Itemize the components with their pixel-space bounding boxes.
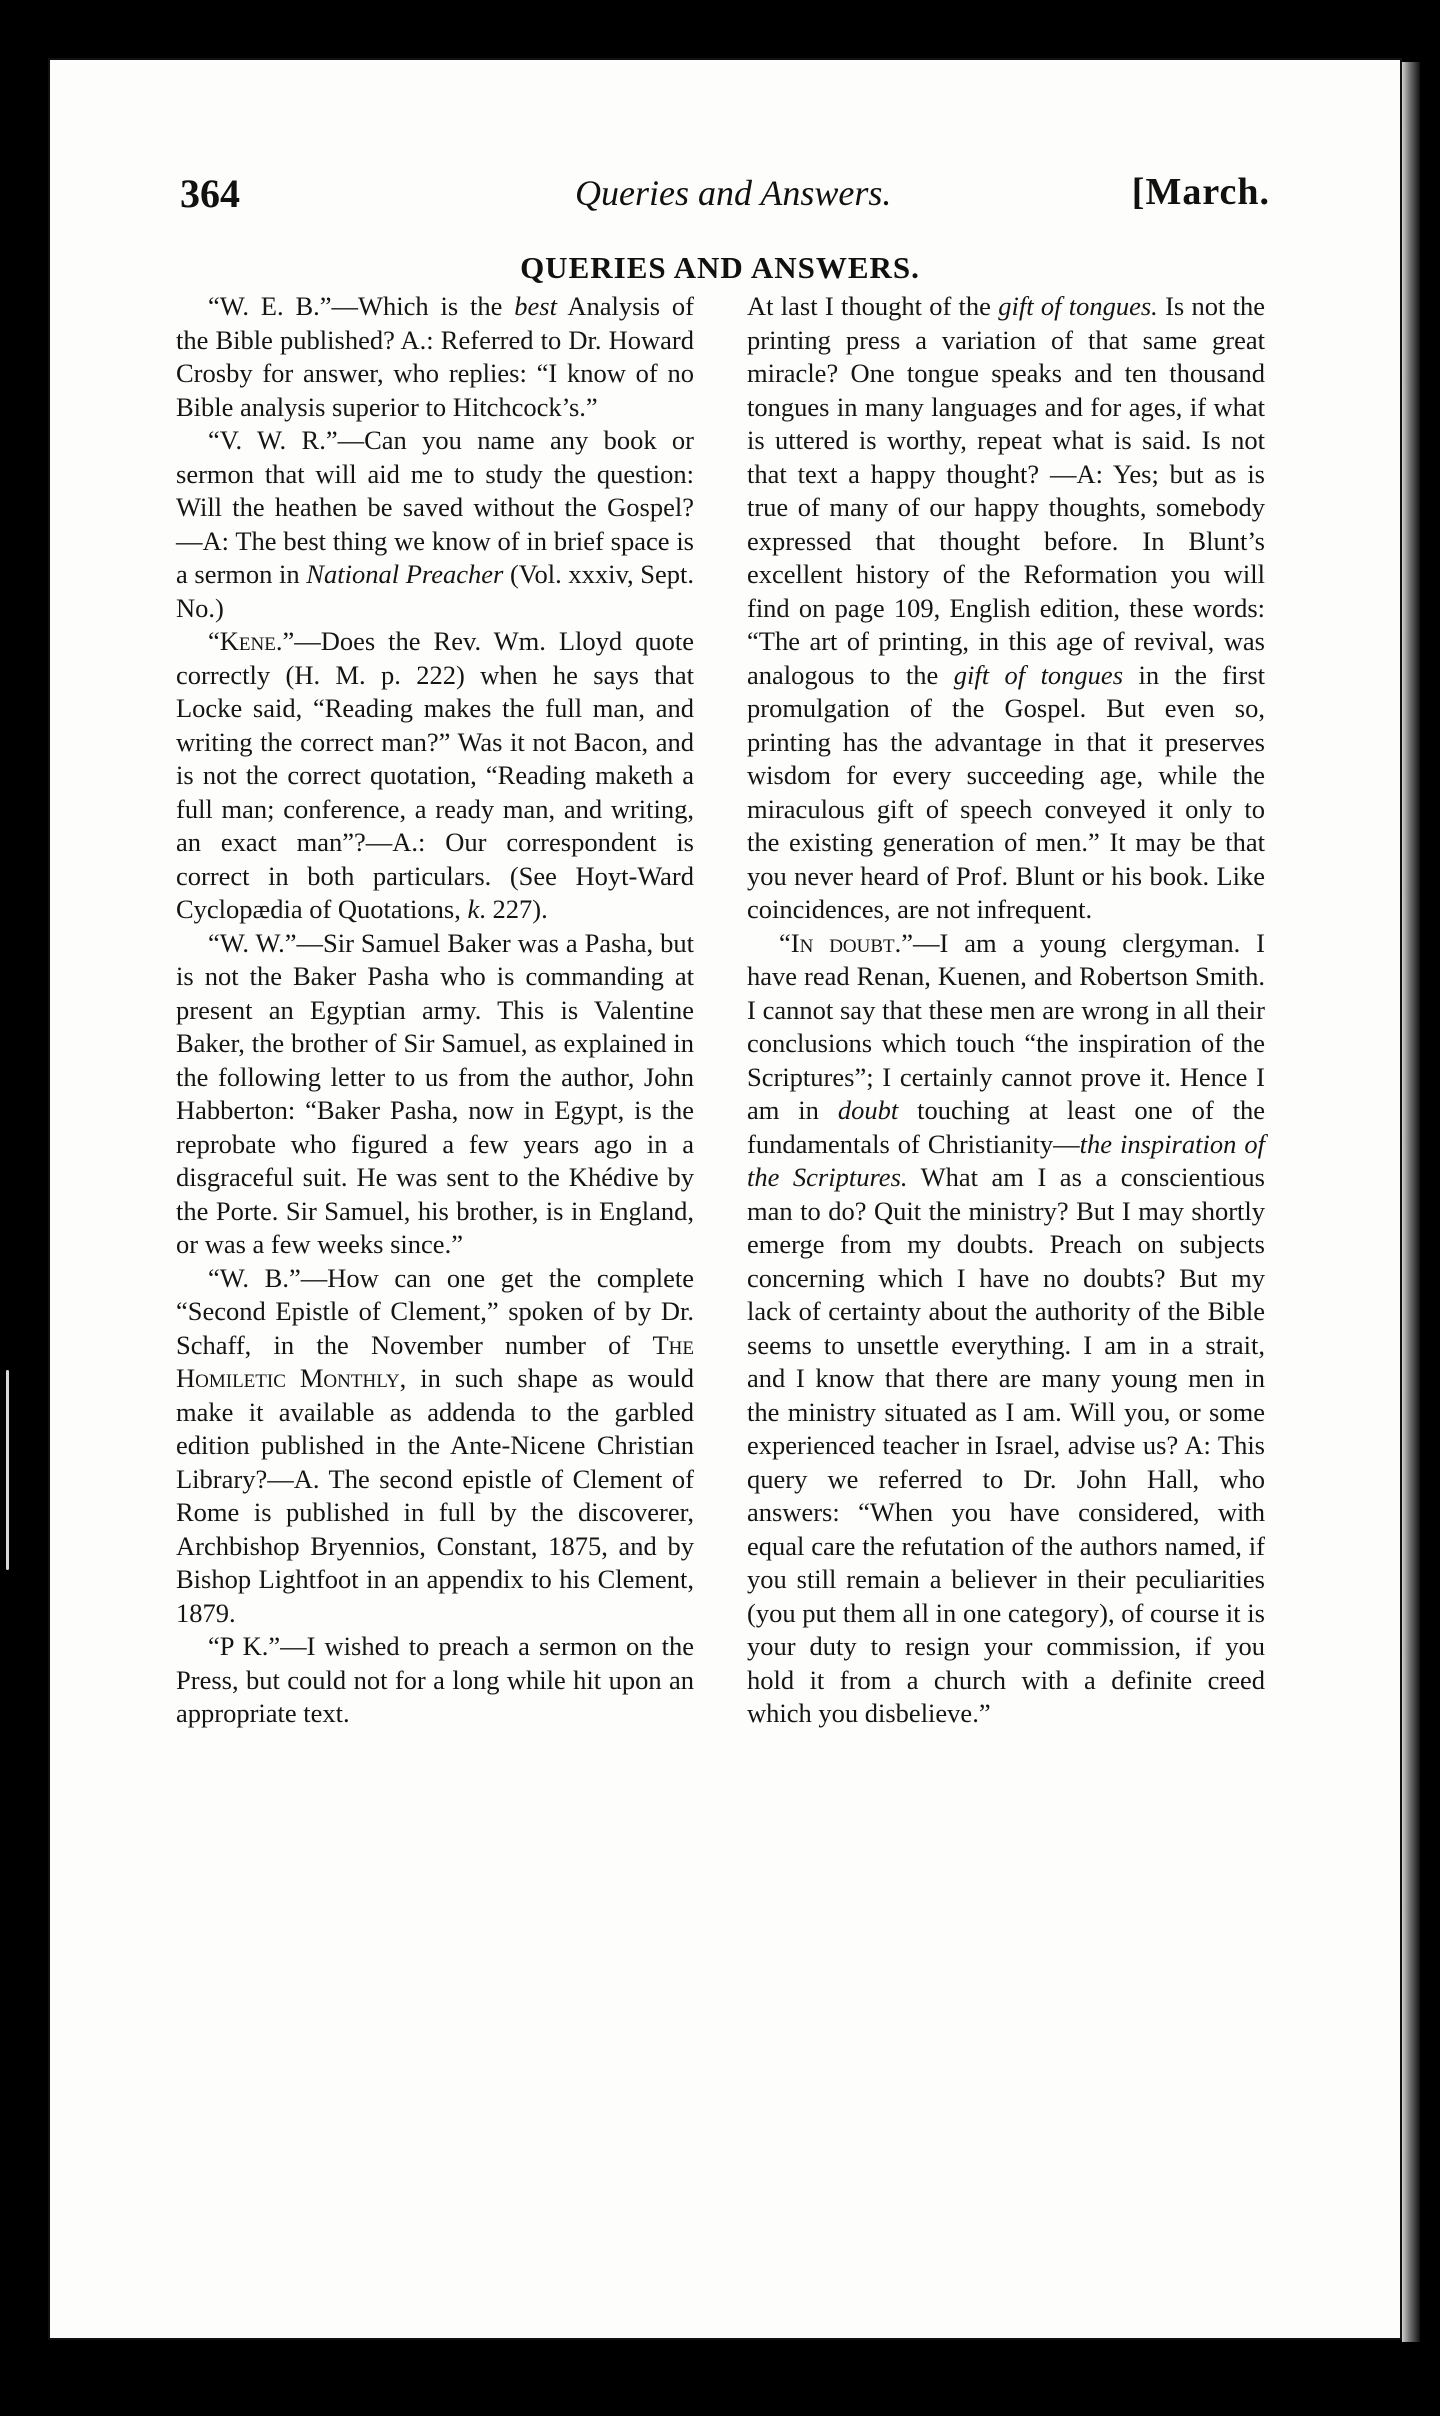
month-label: [March. xyxy=(1131,171,1270,213)
query-web: “W. E. B.”—Which is the best Analysis of the Bible published? A.: Referred to Dr. Howard Crosby for answer, who replies: “I know of no Bible analysis superior to Hitchcock’s.” xyxy=(176,291,694,422)
query-pk: “P K.”—I wished to preach a sermon on the Press, but could not for a long while hit upon an appropriate text. xyxy=(176,1631,694,1728)
page-header xyxy=(130,170,1270,240)
running-title: Queries and Answers. xyxy=(575,173,892,213)
page-number: 364 xyxy=(180,171,240,216)
query-wb: “W. B.”—How can one get the complete “Second Epistle of Clement,” spoken of by Dr. Schaff, in the November number of The Homiletic Monthly, in such shape as would make it available as addenda to the garbled edition published in the Ante-Nicene Christian Library?—A. The second epistle of Clement of Rome is published in full by the discoverer, Archbishop Bryennios, Constant, 1875, and by Bishop Lightfoot in an appendix to his Clement, 1879. xyxy=(176,1262,694,1628)
query-kene: “Kene.”—Does the Rev. Wm. Lloyd quote correctly (H. M. p. 222) when he says that Locke said, “Reading makes the full man, and writing the correct man?” Was it not Bacon, and is not the correct quotation, “Reading maketh a full man; conference, a ready man, and writing, an exact man”?—A.: Our correspondent is correct in both particulars. (See Hoyt-Ward Cyclopædia of Quotations, k. 227). xyxy=(176,626,694,924)
query-ww: “W. W.”—Sir Samuel Baker was a Pasha, but is not the Baker Pasha who is commanding at present an Egyptian army. This is Valentine Baker, the brother of Sir Samuel, as explained in the following letter to us from the author, John Habberton: “Baker Pasha, now in Egypt, is the reprobate who figured a few years ago in a disgraceful suit. He was sent to the Khédive by the Porte. Sir Samuel, his brother, is in England, or was a few weeks since.” xyxy=(176,927,694,1259)
query-in-doubt: “In doubt.”—I am a young clergyman. I have read Renan, Kuenen, and Robertson Smith. I cannot say that these men are wrong in all their conclusions which touch “the inspiration of the Scriptures”; I certainly cannot prove it. Hence I am in doubt touching at least one of the fundamentals of Christianity—the inspiration of the Scriptures. What am I as a conscientious man to do? Quit the ministry? But I may shortly emerge from my doubts. Preach on subjects concerning which I have no doubts? But my lack of certainty about the authority of the Bible seems to unsettle everything. I am in a strait, and I know that there are many young men in the ministry situated as I am. Will you, or some experienced teacher in Israel, advise us? A: This query we referred to Dr. John Hall, who answers: “When you have considered, with equal care the refutation of the authors named, if you still remain a believer in their peculiarities (you put them all in one category), of course it is your duty to resign your commission, if you hold it from a church with a definite creed which you disbelieve.” xyxy=(747,927,1265,1728)
query-pk-continued: At last I thought of the gift of tongues. Is not the printing press a variation of that same great miracle? One tongue speaks and ten thousand tongues in many languages and for ages, if what is uttered is worthy, repeat what is said. Is not that text a happy thought? —A: Yes; but as is true of many of our happy thoughts, somebody expressed that thought before. In Blunt’s excellent history of the Reformation you will find on page 109, English edition, these words: “The art of printing, in this age of revival, was analogous to the gift of tongues in the first promulgation of the Gospel. But even so, printing has the advantage in that it preserves wisdom for every succeeding age, while the miraculous gift of speech conveyed it only to the existing generation of men.” It may be that you never heard of Prof. Blunt or his book. Like coincidences, are not infrequent. xyxy=(747,291,1266,924)
left-column xyxy=(176,290,694,1731)
query-vwr: “V. W. R.”—Can you name any book or sermon that will aid me to study the question: Will the heathen be saved without the Gospel?—A: The best thing we know of in brief space is a sermon in National Preacher (Vol. xxxiv, Sept. No.) xyxy=(176,425,694,623)
section-title: QUERIES AND ANSWERS. xyxy=(520,250,920,285)
right-column xyxy=(747,290,1265,1731)
page-edge-shadow xyxy=(1402,62,1420,2342)
binding-mark xyxy=(0,1370,22,1570)
